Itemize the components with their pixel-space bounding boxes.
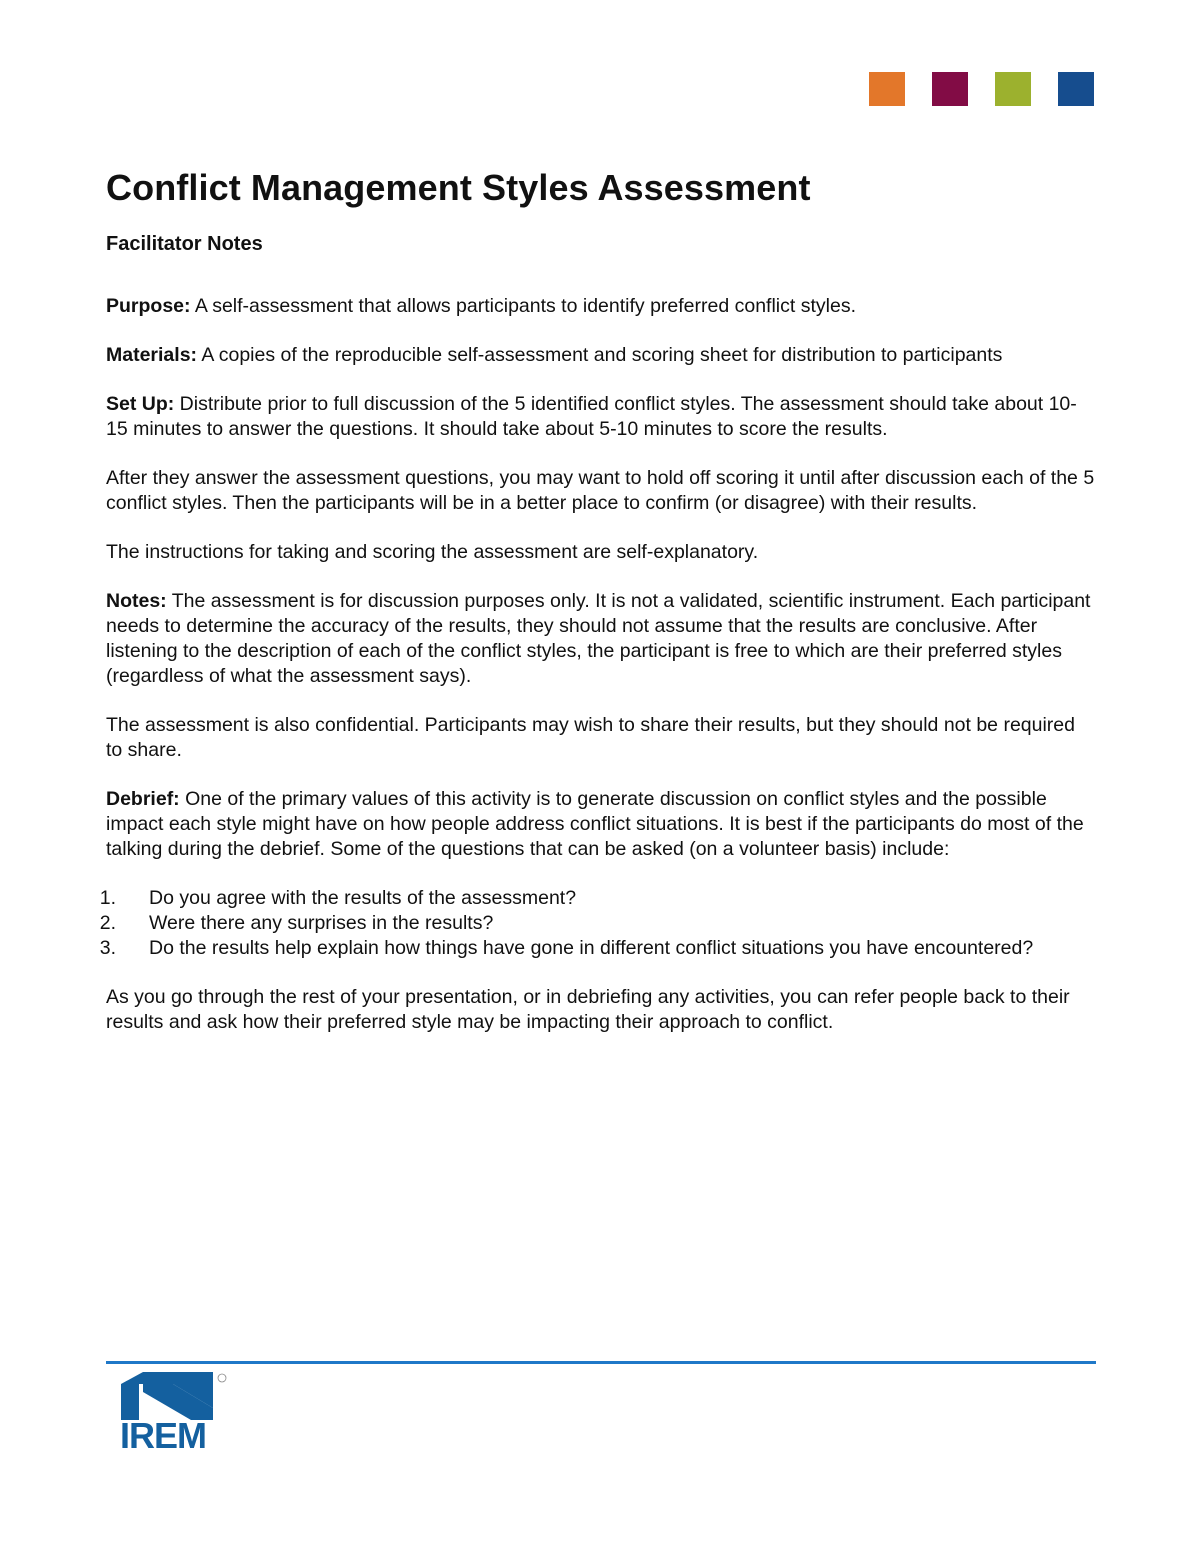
- setup-paragraph: [106, 392, 1096, 442]
- list-item: [99, 911, 1096, 936]
- page-subtitle: Facilitator Notes: [106, 233, 263, 255]
- list-item-text: Were there any surprises in the results?: [149, 912, 494, 934]
- confidential-paragraph: The assessment is also confidential. Participants may wish to share their results, but they should not be required to share.: [106, 714, 1075, 761]
- page-title: Conflict Management Styles Assessment: [106, 167, 811, 208]
- list-item-number: 2.: [99, 912, 116, 934]
- orange-square: [869, 72, 905, 106]
- green-square: [995, 72, 1031, 106]
- list-item-text: Do the results help explain how things have gone in different conflict situations you have encountered?: [149, 937, 1034, 959]
- document-body: [99, 166, 1096, 1059]
- debrief-paragraph: [106, 787, 1096, 862]
- setup-text: Distribute prior to full discussion of the 5 identified conflict styles. The assessment should take about 10-15 minutes to answer the questions. It should take about 5-10 minutes to score the results.: [106, 393, 1077, 440]
- debrief-text: One of the primary values of this activity is to generate discussion on conflict styles and the possible impact each style might have on how people address conflict situations. It is best if the participants do most of the talking during the debrief. Some of the questions that can be asked (on a volunteer basis) include:: [106, 788, 1084, 860]
- list-item: [99, 936, 1096, 961]
- materials-label: Materials:: [106, 344, 198, 366]
- footer-divider: [106, 1361, 1096, 1364]
- notes-label: Notes:: [106, 590, 167, 612]
- irem-logo-text: IREM: [120, 1415, 206, 1456]
- list-item-number: 3.: [99, 937, 116, 959]
- purpose-paragraph: [106, 294, 1096, 319]
- list-item-number: 1.: [99, 887, 116, 909]
- notes-paragraph: [106, 589, 1096, 689]
- blue-square: [1058, 72, 1094, 106]
- debrief-questions-list: [99, 886, 1096, 961]
- instructions-paragraph: The instructions for taking and scoring the assessment are self-explanatory.: [106, 541, 759, 563]
- debrief-label: Debrief:: [106, 788, 180, 810]
- list-item: [99, 886, 1096, 911]
- purpose-text: A self-assessment that allows participants to identify preferred conflict styles.: [190, 295, 856, 317]
- purpose-label: Purpose:: [106, 295, 191, 317]
- materials-text: A copies of the reproducible self-assessment and scoring sheet for distribution to participants: [197, 344, 1003, 366]
- notes-text: The assessment is for discussion purposes only. It is not a validated, scientific instrument. Each participant needs to determine the accuracy of the results, they should not assume that the results are conclusive. After listening to the description of each of the conflict styles, the participant is free to which are their preferred styles (regardless of what the assessment says).: [106, 590, 1091, 687]
- list-item-text: Do you agree with the results of the assessment?: [149, 887, 577, 909]
- materials-paragraph: [106, 343, 1096, 368]
- color-squares-header: [869, 72, 1094, 106]
- setup-label: Set Up:: [106, 393, 175, 415]
- after-paragraph: After they answer the assessment questions, you may want to hold off scoring it until after discussion each of the 5 conflict styles. Then the participants will be in a better place to confirm (or disagree) with their results.: [106, 467, 1095, 514]
- maroon-square: [932, 72, 968, 106]
- closing-paragraph: As you go through the rest of your presentation, or in debriefing any activities, you can refer people back to their results and ask how their preferred style may be impacting their approach to conflict.: [106, 986, 1070, 1033]
